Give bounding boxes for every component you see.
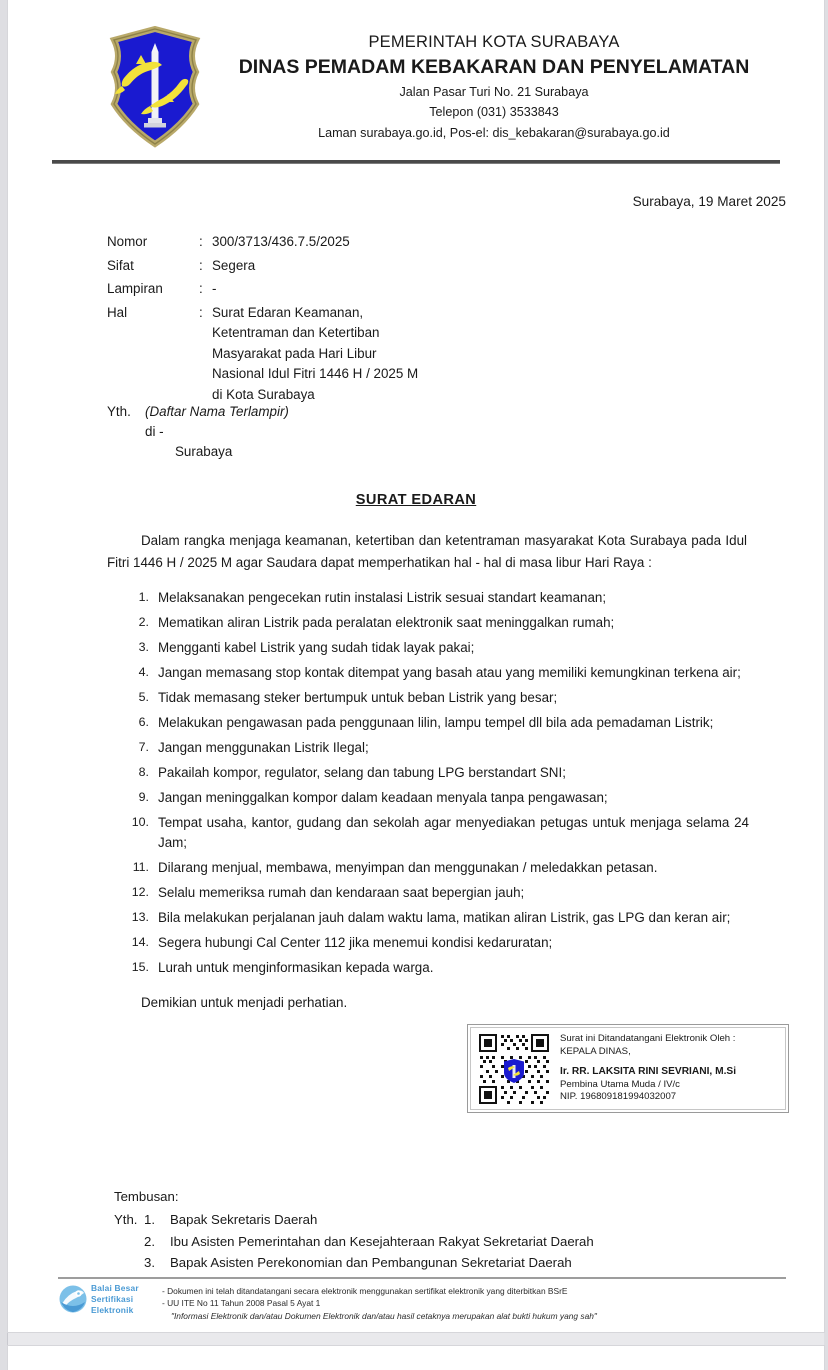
bsre-brand bbox=[58, 1283, 162, 1315]
metadata-key: Sifat bbox=[107, 257, 134, 273]
letter-metadata bbox=[107, 232, 727, 409]
cc-number: 3. bbox=[144, 1255, 155, 1271]
recipient-label: Yth. bbox=[107, 404, 131, 419]
signature-details bbox=[560, 1033, 736, 1104]
list-item bbox=[131, 738, 749, 759]
list-item bbox=[131, 588, 749, 609]
signer-name: Ir. RR. LAKSITA RINI SEVRIANI, M.Si bbox=[560, 1066, 737, 1078]
hal-line: Masyarakat pada Hari Libur bbox=[212, 345, 377, 361]
footer-divider bbox=[58, 1277, 786, 1279]
government-line: PEMERINTAH KOTA SURABAYA bbox=[368, 33, 620, 51]
metadata-colon: : bbox=[199, 257, 203, 273]
cc-spacer bbox=[114, 1252, 144, 1273]
cc-yth-label: Yth. bbox=[114, 1212, 138, 1228]
hal-line: Ketentraman dan Ketertiban bbox=[212, 325, 380, 341]
list-item-text: Lurah untuk menginformasikan kepada warga. bbox=[158, 960, 434, 976]
list-item-text: Melaksanakan pengecekan rutin instalasi Listrik sesuai standart keamanan; bbox=[158, 590, 607, 605]
cc-text: Bapak Asisten Perekonomian dan Pembangunan Sekretariat Daerah bbox=[170, 1255, 572, 1271]
viewer-right-rail bbox=[824, 0, 828, 1370]
hal-line: di Kota Surabaya bbox=[212, 386, 315, 402]
recipient-row bbox=[107, 402, 289, 422]
list-item-text: Selalu memeriksa rumah dan kendaraan saat bepergian jauh; bbox=[158, 885, 525, 901]
metadata-row-hal bbox=[107, 303, 727, 406]
list-item-number: 6. bbox=[138, 714, 149, 729]
list-item-text: Jangan memasang stop kontak ditempat yang basah atau yang memiliki kemungkinan terkena air; bbox=[158, 664, 741, 680]
list-item-number: 11. bbox=[132, 860, 149, 875]
list-item bbox=[131, 933, 749, 954]
hal-line: Nasional Idul Fitri 1446 H / 2025 M bbox=[212, 366, 419, 382]
metadata-value: - bbox=[212, 281, 217, 297]
list-item-number: 5. bbox=[138, 689, 149, 704]
list-item bbox=[131, 883, 749, 904]
cc-text: Bapak Sekretaris Daerah bbox=[170, 1212, 318, 1228]
cc-heading: Tembusan: bbox=[114, 1189, 179, 1204]
footer-note-2: - UU ITE No 11 Tahun 2008 Pasal 5 Ayat 1 bbox=[162, 1298, 321, 1309]
list-item bbox=[131, 713, 749, 734]
document-page bbox=[8, 0, 824, 1332]
metadata-value-hal bbox=[212, 303, 727, 406]
hal-line: Surat Edaran Keamanan, bbox=[212, 304, 364, 320]
metadata-colon: : bbox=[199, 304, 203, 320]
list-item-number: 14. bbox=[131, 935, 149, 950]
footer-notes bbox=[162, 1283, 788, 1322]
list-item bbox=[131, 613, 749, 634]
signature-line2: KEPALA DINAS, bbox=[560, 1045, 631, 1057]
list-item-number: 4. bbox=[138, 664, 149, 679]
cc-row bbox=[114, 1209, 594, 1230]
letterhead-text bbox=[204, 32, 784, 142]
list-item-number: 15. bbox=[131, 960, 149, 975]
list-item-number: 2. bbox=[138, 614, 149, 629]
intro-paragraph: Dalam rangka menjaga keamanan, ketertiban dan ketentraman masyarakat Kota Surabaya pada Idul Fitri 1446 H / 2025 M agar Saudara dapat memperhatikan hal - hal di masa libur Hari Raya : bbox=[107, 533, 747, 570]
agency-phone: Telepon (031) 3533843 bbox=[429, 105, 559, 120]
list-item bbox=[131, 858, 749, 879]
cc-spacer bbox=[114, 1231, 144, 1252]
viewer-left-rail bbox=[0, 0, 8, 1370]
metadata-row-sifat bbox=[107, 256, 727, 276]
list-item-text: Jangan menggunakan Listrik Ilegal; bbox=[158, 739, 369, 755]
metadata-colon: : bbox=[199, 234, 203, 249]
letterhead-divider bbox=[52, 160, 780, 164]
footer-note-3: "Informasi Elektronik dan/atau Dokumen Elektronik dan/atau hasil cetaknya merupakan alat bukti hukum yang sah" bbox=[171, 1310, 597, 1321]
closing-paragraph: Demikian untuk menjadi perhatian. bbox=[141, 995, 348, 1010]
signature-line1: Surat ini Ditandatangani Elektronik Oleh : bbox=[560, 1032, 736, 1044]
metadata-key: Lampiran bbox=[107, 281, 163, 297]
cc-number: 2. bbox=[144, 1233, 155, 1249]
list-item bbox=[131, 688, 749, 709]
metadata-key: Hal bbox=[107, 304, 128, 320]
list-item-number: 12. bbox=[131, 885, 149, 900]
signer-nip: NIP. 196809181994032007 bbox=[560, 1091, 677, 1103]
electronic-signature-box bbox=[467, 1024, 789, 1113]
list-item bbox=[131, 908, 749, 929]
cc-text: Ibu Asisten Pemerintahan dan Kesejahteraan Rakyat Sekretariat Daerah bbox=[170, 1233, 594, 1249]
agency-name: DINAS PEMADAM KEBAKARAN DAN PENYELAMATAN bbox=[238, 56, 750, 79]
list-item bbox=[131, 813, 749, 855]
qr-code-icon bbox=[477, 1032, 551, 1106]
list-item-text: Tidak memasang steker bertumpuk untuk beban Listrik yang besar; bbox=[158, 689, 558, 705]
list-item-text: Dilarang menjual, membawa, menyimpan dan menggunakan / meledakkan petasan. bbox=[158, 860, 658, 876]
list-item-text: Jangan meninggalkan kompor dalam keadaan menyala tanpa pengawasan; bbox=[158, 789, 608, 805]
list-item-number: 13. bbox=[131, 910, 149, 925]
list-item-text: Mengganti kabel Listrik yang sudah tidak layak pakai; bbox=[158, 639, 475, 655]
list-item-text: Tempat usaha, kantor, gudang dan sekolah agar menyediakan petugas untuk menjaga selama 24 Jam; bbox=[158, 814, 749, 851]
agency-address: Jalan Pasar Turi No. 21 Surabaya bbox=[399, 84, 589, 99]
list-item bbox=[131, 638, 749, 659]
list-item-number: 3. bbox=[138, 639, 149, 654]
list-item-text: Mematikan aliran Listrik pada peralatan elektronik saat meninggalkan rumah; bbox=[158, 614, 615, 630]
recipient-name: (Daftar Nama Terlampir) bbox=[145, 404, 289, 419]
document-title-text: SURAT EDARAN bbox=[355, 492, 477, 508]
metadata-value: Segera bbox=[212, 257, 256, 273]
date-line: Surabaya, 19 Maret 2025 bbox=[632, 194, 786, 209]
recipient-block bbox=[107, 402, 289, 462]
cc-row bbox=[114, 1252, 594, 1273]
list-item bbox=[131, 663, 749, 684]
list-item-text: Segera hubungi Cal Center 112 jika menemui kondisi kedaruratan; bbox=[158, 935, 553, 951]
list-item-text: Pakailah kompor, regulator, selang dan tabung LPG berstandart SNI; bbox=[158, 764, 566, 780]
list-item-number: 8. bbox=[138, 764, 149, 779]
metadata-row-nomor bbox=[107, 232, 727, 252]
list-item-number: 9. bbox=[138, 789, 149, 804]
list-item bbox=[131, 788, 749, 809]
footer-note-1: - Dokumen ini telah ditandatangani secara elektronik menggunakan sertifikat elektronik yang diterbitkan BSrE bbox=[162, 1286, 568, 1296]
list-item-number: 7. bbox=[138, 739, 149, 754]
bsre-brand-line1: Balai Besar bbox=[91, 1283, 139, 1293]
cc-number: 1. bbox=[144, 1212, 155, 1228]
surabaya-city-emblem-icon bbox=[108, 26, 202, 148]
document-page-next bbox=[8, 1346, 824, 1370]
bsre-footer bbox=[58, 1283, 788, 1322]
bsre-logo-icon bbox=[58, 1284, 88, 1314]
list-item bbox=[131, 763, 749, 784]
bsre-wordmark bbox=[91, 1283, 139, 1315]
recipient-city: Surabaya bbox=[175, 444, 233, 460]
list-item-text: Bila melakukan perjalanan jauh dalam waktu lama, matikan aliran Listrik, gas LPG dan keran air; bbox=[158, 910, 731, 926]
list-item-text: Melakukan pengawasan pada penggunaan lilin, lampu tempel dll bila ada pemadaman Listrik; bbox=[158, 714, 714, 730]
cc-block bbox=[114, 1186, 594, 1274]
signer-rank: Pembina Utama Muda / IV/c bbox=[560, 1078, 680, 1090]
bsre-brand-line2: Sertifikasi bbox=[91, 1293, 134, 1304]
metadata-value: 300/3713/436.7.5/2025 bbox=[212, 234, 350, 249]
list-item bbox=[131, 958, 749, 979]
metadata-row-lampiran bbox=[107, 279, 727, 299]
metadata-colon: : bbox=[199, 281, 203, 297]
cc-row bbox=[114, 1231, 594, 1252]
instruction-list bbox=[131, 588, 749, 983]
list-item-number: 10. bbox=[131, 814, 149, 829]
agency-web-email: Laman surabaya.go.id, Pos-el: dis_kebakaran@surabaya.go.id bbox=[318, 125, 670, 140]
document-title bbox=[8, 490, 824, 512]
metadata-key: Nomor bbox=[107, 234, 148, 249]
recipient-di: di - bbox=[145, 424, 164, 440]
list-item-number: 1. bbox=[138, 590, 149, 604]
bsre-brand-line3: Elektronik bbox=[91, 1304, 134, 1315]
